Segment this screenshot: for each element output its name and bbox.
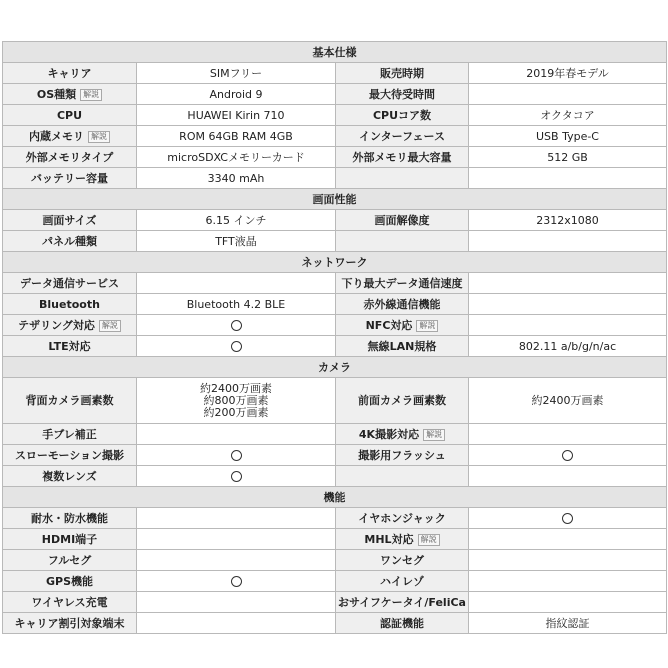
spec-label-text: Bluetooth	[39, 297, 100, 311]
spec-label-text: OS種類	[36, 87, 77, 101]
spec-value	[137, 613, 336, 634]
spec-value	[137, 273, 336, 294]
spec-label	[3, 84, 137, 105]
spec-label	[336, 294, 469, 315]
spec-label	[3, 315, 137, 336]
spec-value: TFT液晶	[137, 231, 336, 252]
spec-label	[336, 210, 469, 231]
spec-value	[137, 592, 336, 613]
spec-label-text: HDMI端子	[41, 532, 98, 546]
spec-label	[3, 613, 137, 634]
spec-row	[3, 466, 667, 487]
spec-label	[336, 378, 469, 424]
spec-label	[336, 592, 469, 613]
spec-label-text: 撮影用フラッシュ	[358, 448, 446, 462]
spec-label	[336, 466, 469, 487]
spec-label-text: 外部メモリタイプ	[25, 150, 114, 164]
spec-value	[469, 550, 667, 571]
spec-label-text: 内蔵メモリ	[29, 129, 84, 143]
spec-value: 2019年春モデル	[469, 63, 667, 84]
spec-row	[3, 445, 667, 466]
spec-value	[469, 466, 667, 487]
spec-label	[3, 210, 137, 231]
spec-label-text: 4K撮影対応	[358, 427, 420, 441]
spec-value	[137, 378, 336, 424]
spec-value-line: 約200万画素	[203, 405, 269, 419]
spec-label-text: 背面カメラ画素数	[25, 394, 114, 407]
spec-value	[137, 550, 336, 571]
spec-row	[3, 273, 667, 294]
spec-table	[2, 41, 667, 634]
spec-row	[3, 231, 667, 252]
spec-label	[3, 168, 137, 189]
spec-value: SIMフリー	[137, 63, 336, 84]
section-header-row	[3, 357, 667, 378]
spec-label	[3, 424, 137, 445]
spec-value: Bluetooth 4.2 BLE	[137, 294, 336, 315]
spec-label	[3, 529, 137, 550]
spec-row	[3, 210, 667, 231]
spec-label	[336, 231, 469, 252]
spec-value: microSDXCメモリーカード	[137, 147, 336, 168]
spec-value: オクタコア	[469, 105, 667, 126]
spec-label-text: キャリア	[47, 66, 92, 80]
spec-value: ROM 64GB RAM 4GB	[137, 126, 336, 147]
spec-label-text: バッテリー容量	[31, 171, 108, 185]
spec-value	[469, 315, 667, 336]
spec-label-text: GPS機能	[45, 574, 93, 588]
spec-value: 802.11 a/b/g/n/ac	[469, 336, 667, 357]
section-header-row	[3, 252, 667, 273]
spec-label	[3, 147, 137, 168]
section-header-row	[3, 42, 667, 63]
explain-badge-button[interactable]: 解説	[99, 320, 121, 332]
spec-row	[3, 63, 667, 84]
spec-label-text: ワイヤレス充電	[31, 595, 108, 609]
section-title: 画面性能	[3, 189, 667, 210]
section-title: 機能	[3, 487, 667, 508]
supported-circle-icon	[562, 450, 573, 461]
spec-label	[3, 571, 137, 592]
explain-badge-button[interactable]: 解説	[80, 89, 102, 101]
spec-label-text: キャリア割引対象端末	[14, 616, 125, 630]
spec-label	[336, 273, 469, 294]
spec-value	[469, 424, 667, 445]
section-title: ネットワーク	[3, 252, 667, 273]
spec-label-text: データ通信サービス	[20, 276, 119, 290]
explain-badge-button[interactable]: 解説	[88, 131, 110, 143]
section-header-row	[3, 189, 667, 210]
spec-label	[336, 550, 469, 571]
spec-label	[336, 571, 469, 592]
spec-label-text: 無線LAN規格	[367, 339, 437, 353]
spec-value	[137, 424, 336, 445]
supported-circle-icon	[231, 341, 242, 352]
spec-label	[3, 231, 137, 252]
spec-row	[3, 294, 667, 315]
spec-value	[469, 571, 667, 592]
spec-label-text: 認証機能	[380, 616, 424, 630]
spec-row	[3, 168, 667, 189]
spec-value	[469, 592, 667, 613]
supported-circle-icon	[562, 513, 573, 524]
section-title: 基本仕様	[3, 42, 667, 63]
spec-label-text: NFC対応	[365, 318, 413, 332]
spec-value: HUAWEI Kirin 710	[137, 105, 336, 126]
spec-label	[336, 63, 469, 84]
spec-label	[336, 315, 469, 336]
spec-value	[469, 529, 667, 550]
spec-label-text: 外部メモリ最大容量	[352, 150, 452, 164]
spec-value: 2312x1080	[469, 210, 667, 231]
spec-label	[336, 105, 469, 126]
spec-value	[469, 273, 667, 294]
spec-label	[336, 424, 469, 445]
spec-label	[336, 529, 469, 550]
spec-label	[3, 126, 137, 147]
spec-row	[3, 126, 667, 147]
spec-label-text: 耐水・防水機能	[31, 511, 108, 525]
spec-label	[3, 105, 137, 126]
spec-label	[3, 336, 137, 357]
spec-label	[3, 63, 137, 84]
spec-value: 512 GB	[469, 147, 667, 168]
spec-value	[137, 529, 336, 550]
spec-label-text: LTE対応	[48, 339, 91, 353]
spec-value	[137, 508, 336, 529]
spec-value: 3340 mAh	[137, 168, 336, 189]
spec-value	[137, 466, 336, 487]
spec-row	[3, 592, 667, 613]
spec-label-text: 画面サイズ	[42, 213, 97, 227]
spec-label	[336, 613, 469, 634]
spec-label-text: CPU	[56, 108, 83, 122]
spec-value	[469, 231, 667, 252]
spec-label	[336, 168, 469, 189]
spec-value	[469, 445, 667, 466]
explain-badge-button[interactable]: 解説	[416, 320, 438, 332]
spec-value	[469, 168, 667, 189]
spec-row	[3, 508, 667, 529]
spec-label-text: 前面カメラ画素数	[358, 394, 446, 407]
spec-value-line: 約2400万画素	[200, 381, 272, 395]
spec-label	[336, 445, 469, 466]
spec-value	[137, 336, 336, 357]
spec-value: USB Type-C	[469, 126, 667, 147]
spec-label	[336, 126, 469, 147]
spec-value	[137, 445, 336, 466]
spec-label-text: 手ブレ補正	[42, 427, 97, 441]
spec-value	[137, 571, 336, 592]
spec-value: 6.15 インチ	[137, 210, 336, 231]
explain-badge-button[interactable]: 解説	[418, 534, 440, 546]
supported-circle-icon	[231, 576, 242, 587]
explain-badge-button[interactable]: 解説	[423, 429, 445, 441]
spec-row	[3, 336, 667, 357]
spec-label-text: 複数レンズ	[42, 469, 97, 483]
spec-label-text: MHL対応	[364, 532, 414, 546]
supported-circle-icon	[231, 450, 242, 461]
spec-row	[3, 147, 667, 168]
spec-label	[3, 550, 137, 571]
spec-label-text: 最大待受時間	[369, 87, 435, 101]
spec-label-text: 販売時期	[380, 66, 424, 80]
spec-label	[3, 592, 137, 613]
spec-label-text: イヤホンジャック	[358, 511, 446, 525]
spec-label	[3, 378, 137, 424]
spec-value-line: 約800万画素	[203, 393, 269, 407]
spec-label	[336, 84, 469, 105]
spec-row	[3, 424, 667, 445]
spec-row	[3, 315, 667, 336]
spec-row	[3, 84, 667, 105]
section-header-row	[3, 487, 667, 508]
spec-label	[3, 466, 137, 487]
spec-label-text: テザリング対応	[18, 318, 95, 332]
spec-label-text: ハイレゾ	[380, 574, 424, 588]
spec-value: 指紋認証	[469, 613, 667, 634]
spec-value: Android 9	[137, 84, 336, 105]
spec-label-text: スローモーション撮影	[14, 448, 125, 462]
spec-value	[469, 508, 667, 529]
spec-label-text: フルセグ	[47, 553, 92, 567]
spec-row	[3, 105, 667, 126]
spec-label	[336, 336, 469, 357]
spec-value: 約2400万画素	[469, 378, 667, 424]
section-title: カメラ	[3, 357, 667, 378]
spec-row	[3, 378, 667, 424]
spec-label	[3, 508, 137, 529]
spec-row	[3, 529, 667, 550]
spec-value	[469, 84, 667, 105]
spec-row	[3, 550, 667, 571]
spec-value	[469, 294, 667, 315]
supported-circle-icon	[231, 320, 242, 331]
spec-label-text: 画面解像度	[374, 213, 430, 227]
spec-row	[3, 571, 667, 592]
spec-label-text: ワンセグ	[380, 553, 424, 567]
spec-label	[3, 445, 137, 466]
spec-label	[336, 147, 469, 168]
spec-label-text: CPUコア数	[372, 108, 432, 122]
spec-label	[3, 273, 137, 294]
spec-label	[336, 508, 469, 529]
supported-circle-icon	[231, 471, 242, 482]
spec-row	[3, 613, 667, 634]
spec-label-text: インターフェース	[359, 129, 445, 143]
spec-value	[137, 315, 336, 336]
spec-label-text: パネル種類	[42, 234, 97, 248]
spec-label	[3, 294, 137, 315]
spec-label-text: 下り最大データ通信速度	[341, 276, 463, 290]
spec-label-text: おサイフケータイ/FeliCa	[338, 595, 466, 609]
spec-label-text: 赤外線通信機能	[363, 297, 441, 311]
